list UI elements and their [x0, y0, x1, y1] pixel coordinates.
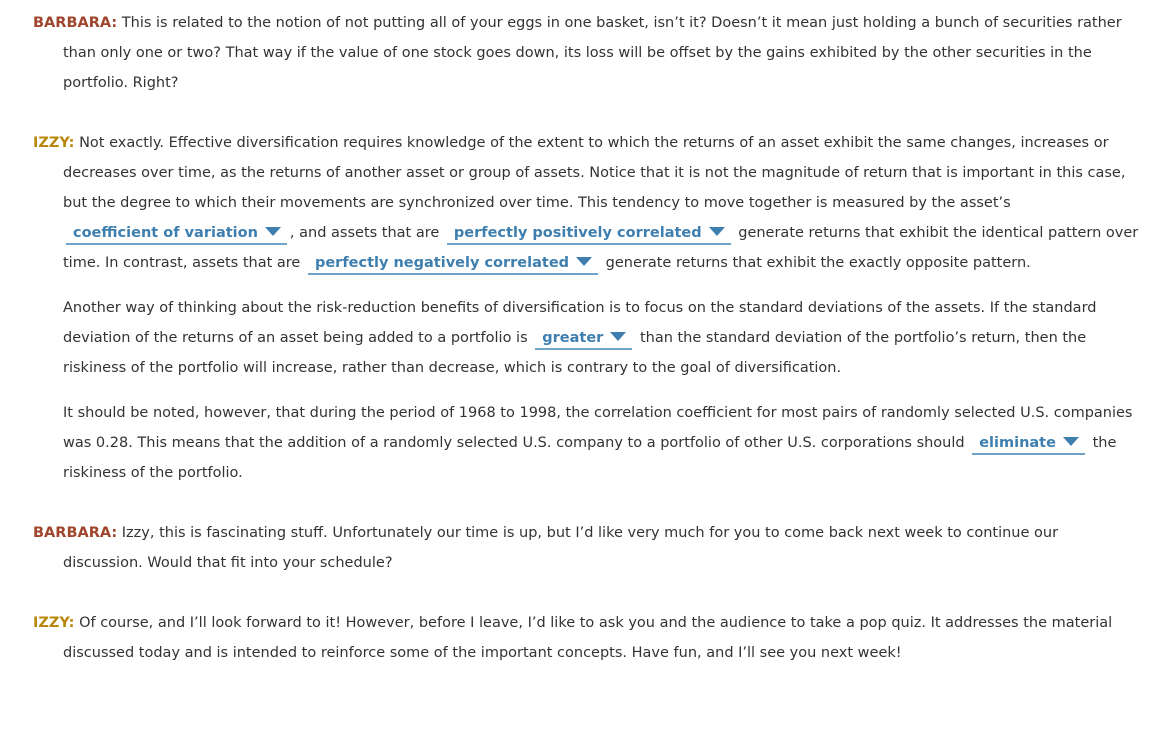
dropdown-value: perfectly negatively correlated — [314, 255, 570, 271]
paragraph-text: Izzy, this is fascinating stuff. Unfortunately our time is up, but I’d like very much for you to come back next week to continue our discussion. Would that fit into your schedule? — [63, 525, 1059, 571]
speaker-izzy: IZZY: — [33, 135, 75, 151]
paragraph-text: generate returns that exhibit the exactly opposite pattern. — [605, 255, 1031, 271]
paragraph-text: It should be noted, however, that during the period of 1968 to 1998, the correlation coefficient for most pairs of randomly selected U.S. companies was 0.28. This means that the addition of a randomly selected U.S. company to a portfolio of other U.S. corporations should — [63, 405, 1133, 451]
speaker-barbara: BARBARA: — [33, 15, 118, 31]
paragraph-izzy-1 — [0, 128, 1160, 278]
dropdown-value: coefficient of variation — [73, 225, 258, 241]
caret-down-icon — [576, 257, 592, 266]
dropdown-value: greater — [542, 330, 604, 346]
dropdown-greater[interactable] — [535, 328, 632, 350]
paragraph-izzy-2 — [0, 293, 1160, 383]
paragraph-barbara-1 — [0, 8, 1160, 98]
paragraph-text: This is related to the notion of not putting all of your eggs in one basket, isn’t it? Doesn’t it mean just holding a bunch of securities rather than only one or two? That way if the value of one stock goes down, its loss will be offset by the gains exhibited by the other securities in the portfolio. Right? — [63, 15, 1122, 91]
speaker-barbara: BARBARA: — [33, 525, 118, 541]
paragraph-text: the riskiness of the portfolio. — [63, 435, 1117, 481]
dropdown-positive-correlation[interactable] — [447, 223, 731, 245]
paragraph-text: Of course, and I’ll look forward to it! However, before I leave, I’d like to ask you and the audience to take a pop quiz. It addresses the material discussed today and is intended to reinforce some of the important concepts. Have fun, and I’ll see you next week! — [63, 615, 1113, 661]
dropdown-coefficient[interactable] — [66, 223, 287, 245]
paragraph-izzy-4 — [0, 608, 1160, 668]
caret-down-icon — [1063, 437, 1079, 446]
caret-down-icon — [610, 332, 626, 341]
paragraph-text: than the standard deviation of the portfolio’s return, then the riskiness of the portfolio will increase, rather than decrease, which is contrary to the goal of diversification. — [63, 330, 1087, 376]
caret-down-icon — [709, 227, 725, 236]
paragraph-text: generate returns that exhibit the identical pattern over time. In contrast, assets that are — [63, 225, 1139, 271]
caret-down-icon — [265, 227, 281, 236]
dropdown-negative-correlation[interactable] — [308, 253, 598, 275]
speaker-izzy: IZZY: — [33, 615, 75, 631]
dropdown-value: perfectly positively correlated — [453, 225, 702, 241]
dropdown-value: eliminate — [979, 435, 1056, 451]
paragraph-barbara-2 — [0, 518, 1160, 578]
dropdown-eliminate[interactable] — [972, 433, 1085, 455]
paragraph-text: Another way of thinking about the risk-reduction benefits of diversification is to focus on the standard deviations of the assets. If the standard deviation of the returns of an asset being added to a portfolio is — [63, 300, 1097, 346]
paragraph-izzy-3 — [0, 398, 1160, 488]
paragraph-text: , and assets that are — [289, 225, 440, 241]
paragraph-text: Not exactly. Effective diversification requires knowledge of the extent to which the returns of an asset exhibit the same changes, increases or decreases over time, as the returns of another asset or group of assets. Notice that it is not the magnitude of return that is important in this case, but the degree to which their movements are synchronized over time. This tendency to move together is measured by the asset’s — [63, 135, 1126, 211]
